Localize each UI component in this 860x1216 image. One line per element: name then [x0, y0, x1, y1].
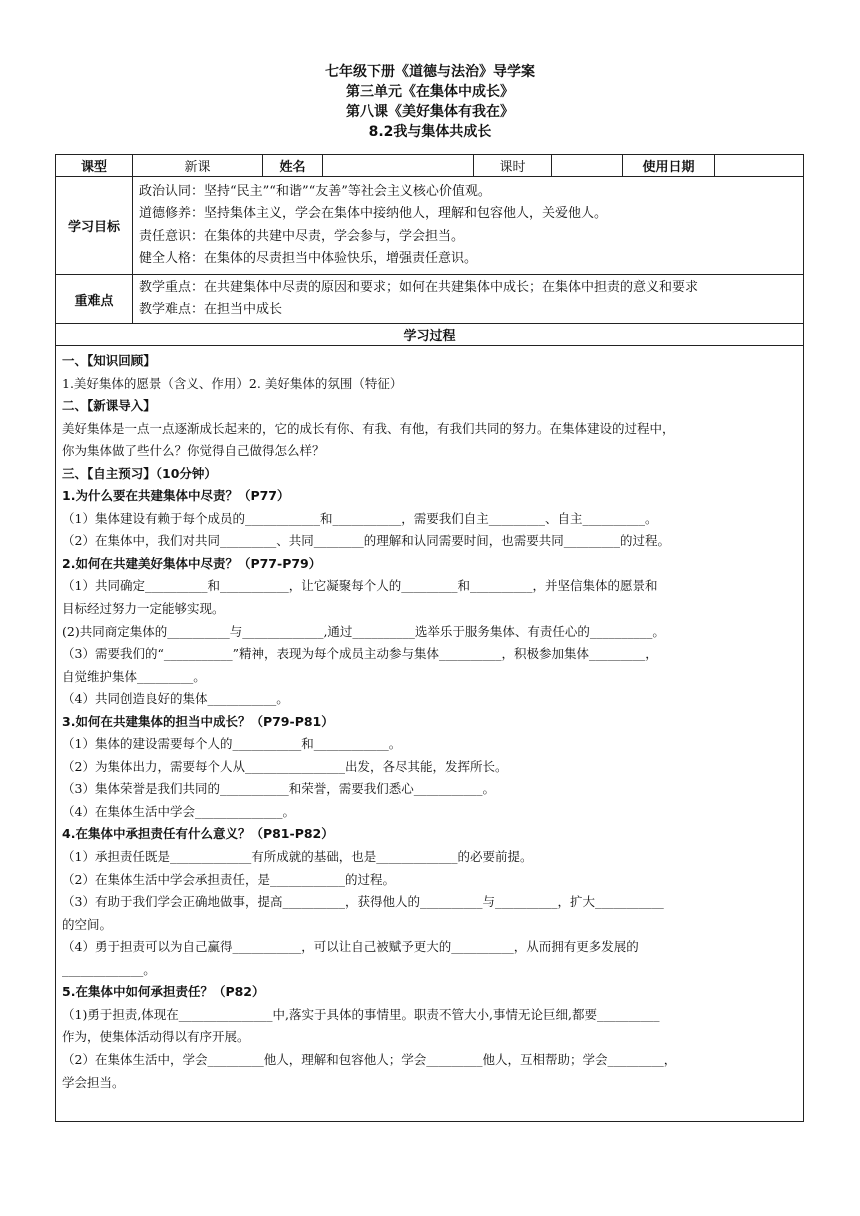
- objectives-content: [133, 177, 804, 275]
- content-line: （1）集体建设有赖于每个成员的____________和___________，需要我们自主_________、自主__________。: [62, 510, 658, 526]
- key-point-focus: 教学重点：在共建集体中尽责的原因和要求；如何在共建集体中成长；在集体中担责的意义和要求: [139, 280, 699, 295]
- study-guide-table: [55, 154, 804, 1122]
- content-line: （4）勇于担责可以为自己赢得___________，可以让自己被赋予更大的__________，从而拥有更多发展的: [62, 939, 639, 955]
- lesson-type-value: 新课: [133, 155, 263, 177]
- section-heading: 3.如何在共建集体的担当中成长？（P79-P81）: [62, 713, 334, 729]
- student-name-label: 姓名: [263, 155, 323, 177]
- objective-political: 政治认同：坚持“民主”“和谐”“友善”等社会主义核心价值观。: [139, 183, 491, 199]
- content-line: （2）在集体中，我们对共同_________、共同________的理解和认同需要时间，也需要共同_________的过程。: [62, 533, 670, 549]
- process-title: 学习过程: [56, 324, 804, 346]
- doc-title-grade: 七年级下册《道德与法治》导学案: [325, 64, 535, 80]
- section-heading: 一、【知识回顾】: [62, 353, 156, 368]
- section-heading: 4.在集体中承担责任有什么意义？（P81-P82）: [62, 826, 334, 842]
- key-point-difficulty: 教学难点：在担当中成长: [139, 302, 283, 317]
- content-line: （1）集体的建设需要每个人的___________和____________。: [62, 736, 402, 752]
- section-heading: 2.如何在共建美好集体中尽责？（P77-P79）: [62, 555, 322, 571]
- title-block: [0, 62, 860, 142]
- content-line: （3）需要我们的“___________”精神，表现为每个成员主动参与集体__________，积极参加集体_________，: [62, 646, 658, 662]
- section-heading: 三、【自主预习】（10分钟）: [62, 465, 217, 481]
- objective-personality: 健全人格：在集体的尽责担当中体验快乐，增强责任意识。: [139, 251, 478, 266]
- content-line: 目标经过努力一定能够实现。: [62, 601, 225, 617]
- class-hours-field[interactable]: [552, 155, 623, 177]
- content-line: 学会担当。: [62, 1074, 125, 1090]
- content-line: （3）有助于我们学会正确地做事，提高__________，获得他人的__________与__________，扩大___________: [62, 894, 664, 910]
- content-line: 美好集体是一点一点逐渐成长起来的，它的成长有你、有我、有他，有我们共同的努力。在集体建设的过程中，: [62, 420, 675, 436]
- key-points-content: [133, 275, 804, 324]
- student-name-field[interactable]: [323, 155, 474, 177]
- process-row: [56, 346, 804, 1122]
- content-line: （2）在集体生活中学会承担责任，是____________的过程。: [62, 871, 395, 887]
- content-line: （2）在集体生活中，学会_________他人，理解和包容他人；学会_________他人，互相帮助；学会_________，: [62, 1051, 677, 1067]
- content-line: （3）集体荣誉是我们共同的___________和荣誉，需要我们悉心___________。: [62, 781, 495, 797]
- content-line: _____________。: [62, 961, 156, 977]
- content-line: （4）在集体生活中学会______________。: [62, 803, 295, 819]
- section-heading: 5.在集体中如何承担责任？（P82）: [62, 984, 265, 1000]
- doc-title-lesson: 第八课《美好集体有我在》: [346, 104, 514, 120]
- info-row: [56, 155, 804, 177]
- content-line: 作为，使集体活动得以有序开展。: [62, 1029, 250, 1045]
- content-line: (2)共同商定集体的__________与_____________,通过__________选举乐于服务集体、有责任心的__________。: [62, 623, 665, 639]
- doc-title-unit: 第三单元《在集体中成长》: [346, 84, 514, 100]
- section-heading: 二、【新课导入】: [62, 398, 156, 414]
- content-line: 1.美好集体的愿景（含义、作用）2. 美好集体的氛围（特征）: [62, 375, 403, 391]
- doc-title-section: 8.2我与集体共成长: [368, 124, 492, 140]
- objectives-row: [56, 177, 804, 275]
- content-line: （4）共同创造良好的集体___________。: [62, 691, 289, 707]
- section-heading: 1.为什么要在共建集体中尽责？（P77）: [62, 488, 290, 504]
- process-header-row: [56, 324, 804, 346]
- objectives-label: 学习目标: [56, 177, 133, 275]
- content-line: 你为集体做了些什么？你觉得自己做得怎么样？: [62, 443, 325, 459]
- content-line: （1)勇于担责,体现在_______________中,落实于具体的事情里。职责不管大小,事情无论巨细,都要__________: [62, 1006, 660, 1022]
- content-line: （1）承担责任既是_____________有所成就的基础，也是_____________的必要前提。: [62, 849, 533, 865]
- class-hours-label: 课时: [474, 155, 552, 177]
- content-line: 的空间。: [62, 916, 113, 932]
- process-content: [56, 346, 804, 1122]
- content-line: 自觉维护集体_________。: [62, 668, 206, 684]
- content-line: （2）为集体出力，需要每个人从________________出发，各尽其能，发挥所长。: [62, 758, 508, 774]
- use-date-label: 使用日期: [623, 155, 715, 177]
- key-points-row: [56, 275, 804, 324]
- content-line: （1）共同确定__________和___________，让它凝聚每个人的_________和__________，并坚信集体的愿景和: [62, 578, 658, 594]
- lesson-type-label: 课型: [56, 155, 133, 177]
- key-points-label: 重难点: [56, 275, 133, 324]
- use-date-field[interactable]: [715, 155, 804, 177]
- objective-responsibility: 责任意识：在集体的共建中尽责，学会参与，学会担当。: [139, 228, 465, 244]
- objective-moral: 道德修养：坚持集体主义，学会在集体中接纳他人，理解和包容他人，关爱他人。: [139, 206, 608, 221]
